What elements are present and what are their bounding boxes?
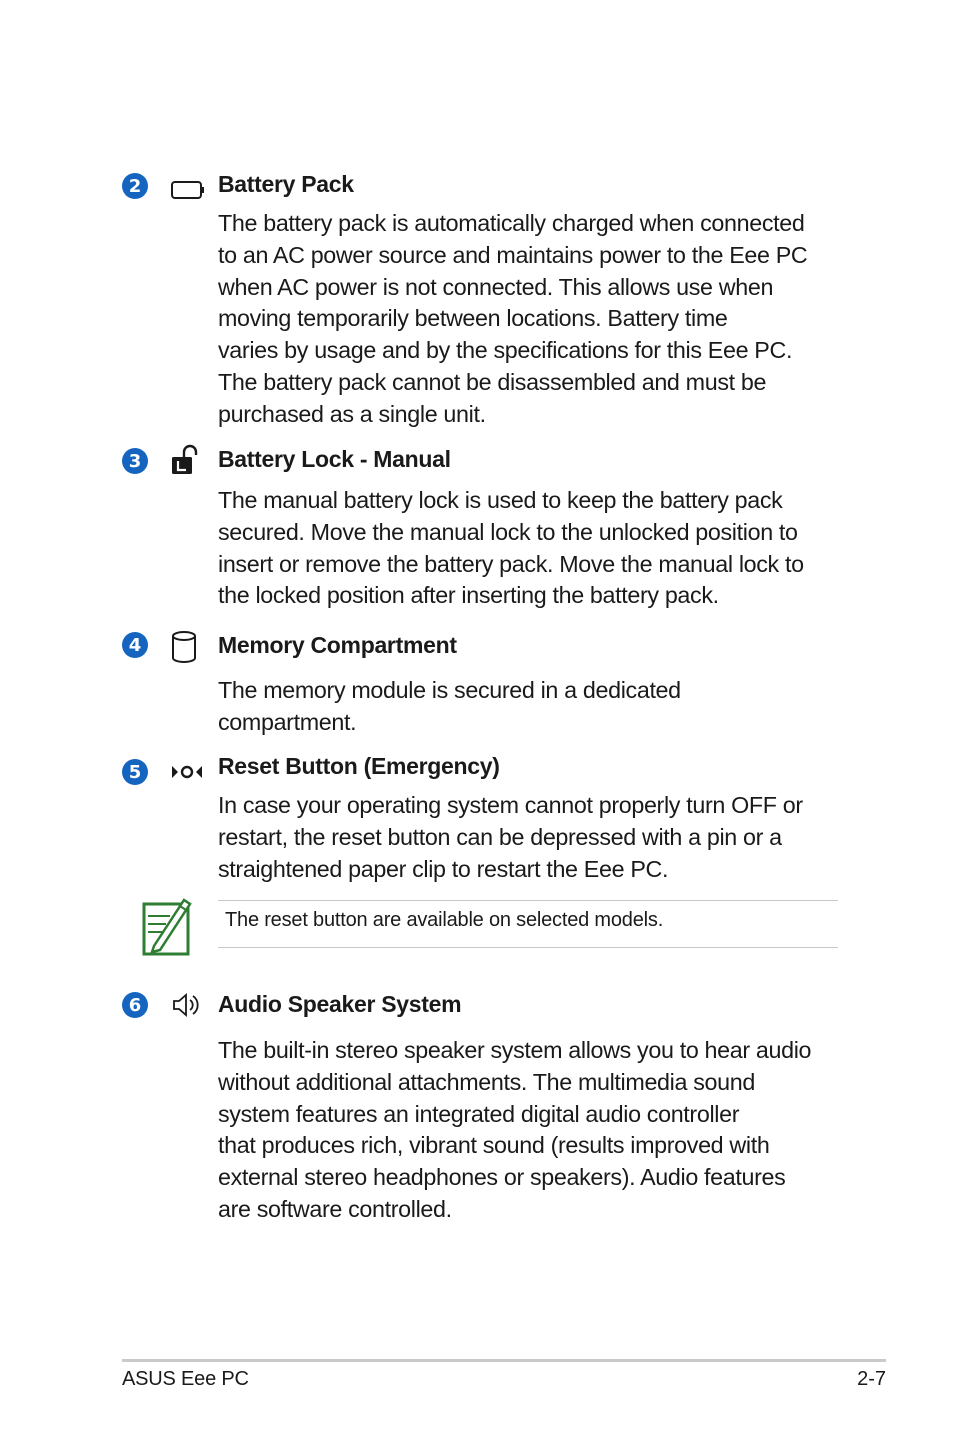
footer-divider: [122, 1359, 886, 1362]
note-text: The reset button are available on selected models.: [225, 909, 664, 931]
body-line: moving temporarily between locations. Battery time: [218, 305, 728, 332]
speaker-icon: [168, 988, 206, 1022]
body-line: compartment.: [218, 708, 357, 735]
section-title: Audio Speaker System: [218, 991, 462, 1017]
note-box: [218, 900, 838, 948]
body-line: external stereo headphones or speakers). Audio features: [218, 1164, 786, 1191]
body-line: The manual battery lock is used to keep the battery pack: [218, 487, 783, 513]
body-line: that produces rich, vibrant sound (results improved with: [218, 1132, 770, 1159]
body-line: secured. Move the manual lock to the unlocked position to: [218, 518, 798, 545]
section-number-badge: 6: [122, 992, 148, 1018]
section-title: Reset Button (Emergency): [218, 753, 500, 779]
unlock-icon: [168, 444, 206, 478]
body-line: insert or remove the battery pack. Move the manual lock to: [218, 550, 804, 577]
section-body: [218, 790, 843, 885]
section-title: Battery Pack: [218, 171, 354, 197]
section-number-badge: 4: [122, 632, 148, 658]
memory-cylinder-icon: [168, 628, 206, 666]
section-body: [218, 675, 843, 739]
page-number: 2-7: [857, 1368, 886, 1390]
battery-icon: [168, 174, 206, 208]
body-line: varies by usage and by the specifications for this Eee PC.: [218, 337, 793, 364]
body-line: The built-in stereo speaker system allows you to hear audio: [218, 1037, 812, 1063]
body-line: The battery pack cannot be disassembled and must be: [218, 368, 767, 395]
body-line: the locked position after inserting the battery pack.: [218, 582, 719, 609]
body-line: In case your operating system cannot properly turn OFF or: [218, 792, 803, 818]
section-number-badge: 5: [122, 759, 148, 785]
section-body: [218, 1035, 843, 1226]
body-line: are software controlled.: [218, 1195, 452, 1222]
section-number-badge: 3: [122, 448, 148, 474]
note-pencil-icon: [140, 896, 192, 956]
section-title: Memory Compartment: [218, 632, 457, 658]
section-body: [218, 208, 843, 431]
body-line: The battery pack is automatically charged when connected: [218, 210, 805, 236]
body-line: to an AC power source and maintains power to the Eee PC: [218, 241, 808, 268]
body-line: The memory module is secured in a dedicated: [218, 677, 681, 703]
body-line: system features an integrated digital audio controller: [218, 1100, 740, 1127]
body-line: when AC power is not connected. This allows use when: [218, 273, 774, 300]
body-line: straightened paper clip to restart the Eee PC.: [218, 855, 669, 882]
section-number-badge: 2: [122, 173, 148, 199]
body-line: without additional attachments. The multimedia sound: [218, 1068, 755, 1095]
reset-icon: [168, 756, 206, 790]
body-line: restart, the reset button can be depressed with a pin or a: [218, 823, 782, 850]
section-body: [218, 485, 843, 612]
section-title: Battery Lock - Manual: [218, 446, 451, 472]
footer-title: ASUS Eee PC: [122, 1368, 249, 1390]
body-line: purchased as a single unit.: [218, 400, 486, 427]
